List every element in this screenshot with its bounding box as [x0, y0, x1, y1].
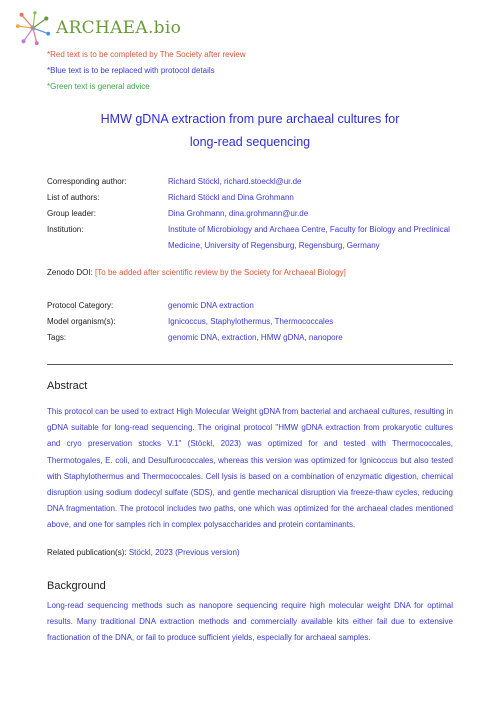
corresponding-author-label: Corresponding author:	[47, 177, 127, 186]
abstract-heading: Abstract	[47, 380, 88, 392]
archaea-logo	[14, 8, 181, 48]
logo-text: ARCHAEA.bio	[56, 18, 182, 38]
zenodo-doi	[47, 265, 346, 281]
organism-value: Ignicoccus, Staphylothermus, Thermococcales	[168, 317, 334, 326]
tags-value: genomic DNA, extraction, HMW gDNA, nanopore	[168, 333, 343, 342]
related-value: Stöckl, 2023 (Previous version)	[128, 548, 240, 557]
organism-row	[47, 314, 457, 330]
institution-row	[47, 222, 457, 254]
color-legend-notes	[47, 47, 246, 95]
page-title	[0, 108, 500, 154]
category-value: genomic DNA extraction	[168, 301, 254, 310]
zenodo-value: [To be added after scientific review by the Society for Archaeal Biology]	[95, 268, 346, 277]
category-row	[47, 298, 457, 314]
organism-label: Model organism(s):	[47, 317, 116, 326]
authors-label: List of authors:	[47, 193, 100, 202]
title-line-1: HMW gDNA extraction from pure archaeal cultures for	[100, 112, 400, 126]
category-label: Protocol Category:	[47, 301, 114, 310]
section-divider	[47, 364, 453, 365]
note-blue: *Blue text is to be replaced with protocol details	[47, 66, 215, 75]
background-heading: Background	[47, 580, 106, 592]
author-metadata	[47, 174, 457, 254]
authors-row	[47, 190, 457, 206]
authors-value: Richard Stöckl and Dina Grohmann	[168, 193, 294, 202]
note-green: *Green text is general advice	[47, 82, 150, 91]
tags-row	[47, 330, 457, 346]
title-line-2: long-read sequencing	[189, 135, 311, 149]
related-publications	[47, 545, 240, 561]
group-leader-label: Group leader:	[47, 209, 96, 218]
related-label: Related publication(s):	[47, 548, 127, 557]
group-leader-value: Dina Grohmann, dina.grohmann@ur.de	[168, 209, 309, 218]
institution-label: Institution:	[47, 225, 84, 234]
tags-label: Tags:	[47, 333, 67, 342]
group-leader-row	[47, 206, 457, 222]
background-text: Long-read sequencing methods such as nanopore sequencing require high molecular weight DNA for optimal results. Many traditional DNA extraction methods and commercially available kits either fail due to extensive fractionation of the DNA, or fail to produce sufficient yields, especially for archaeal samples.	[47, 601, 453, 643]
archaea-logo-icon	[14, 9, 52, 47]
zenodo-label: Zenodo DOI:	[47, 268, 93, 277]
corresponding-author-value: Richard Stöckl, richard.stoeckl@ur.de	[168, 177, 302, 186]
protocol-metadata	[47, 298, 457, 346]
abstract-text: This protocol can be used to extract High Molecular Weight gDNA from bacterial and archaeal cultures, resulting in gDNA suitable for long-read sequencing. The original protocol "HMW gDNA extraction from prokaryotic cultures and cryo preservation stocks V.1" (Stöckl, 2023) was optimized for and tested with Thermococcales, Thermotogales, E. coli, and Desulfurococcales, whereas this version was optimized for Ignicoccus but also tested with Staphylothermus and Thermococcales. Cell lysis is based on a combination of enzymatic digestion, chemical disruption using sodium dodecyl sulfate (SDS), and gentle mechanical disruption via freeze-thaw cycles, reducing DNA fragmentation. The protocol includes two paths, one which was optimized for the archaeal clades mentioned above, and one for samples rich in complex polysaccharides and protein contaminants.	[47, 407, 453, 530]
note-red: *Red text is to be completed by The Society after review	[47, 50, 246, 59]
institution-value: Institute of Microbiology and Archaea Centre, Faculty for Biology and Preclinical Medicine, University of Regensburg, Regensburg, Germany	[168, 225, 450, 250]
corresponding-author-row	[47, 174, 457, 190]
